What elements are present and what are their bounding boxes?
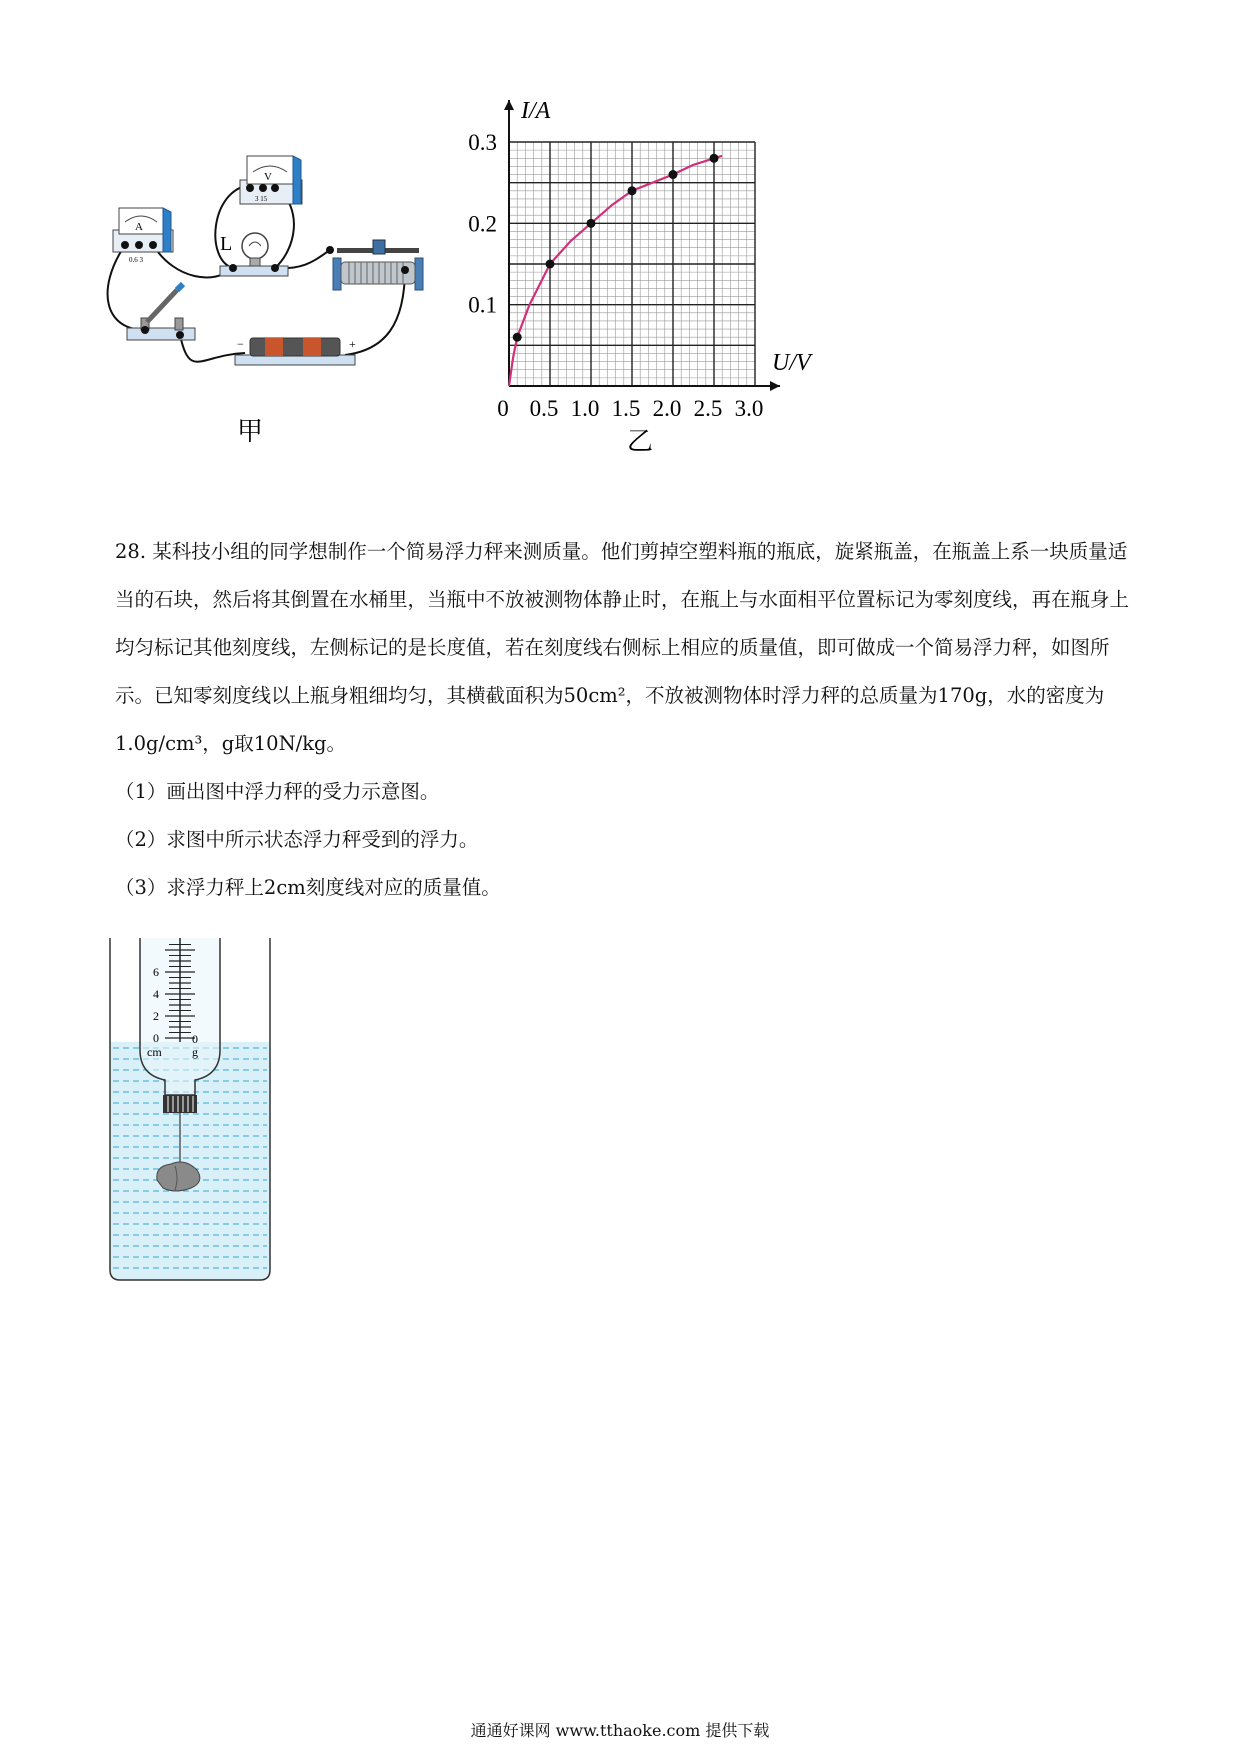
voltmeter <box>240 156 302 204</box>
data-point <box>710 154 719 163</box>
battery-minus-label: − <box>237 337 244 351</box>
problem-statement: 28. 某科技小组的同学想制作一个简易浮力秤来测质量。他们剪掉空塑料瓶的瓶底，旋紧瓶盖，在瓶盖上系一块质量适当的石块，然后将其倒置在水桶里，当瓶中不放被测物体静止时，在瓶上与水面相平位置标记为零刻度线，再在瓶身上均匀标记其他刻度线，左侧标记的是长度值，若在刻度线右侧标上相应的质量值，即可做成一个简易浮力秤，如图所示。已知零刻度线以上瓶身粗细均匀，其横截面积为50cm²，不放被测物体时浮力秤的总质量为170g，水的密度为1.0g/cm³，g取10N/kg。 <box>115 540 1130 755</box>
x-axis-label: U/V <box>772 350 811 376</box>
lamp-label: L <box>220 233 233 255</box>
x-tick-label: 2.0 <box>652 396 682 421</box>
problem-28 <box>115 528 1135 912</box>
x-tick-label: 1.5 <box>611 396 641 421</box>
scale-tick-label: 0 <box>153 1031 159 1045</box>
switch <box>127 284 195 340</box>
data-point <box>546 260 555 269</box>
unit-right-label: g <box>192 1045 198 1059</box>
ammeter-scale: 0.6 3 <box>129 256 143 264</box>
zero-right-label: 0 <box>192 1032 198 1046</box>
float-scale-figure <box>105 930 285 1290</box>
scale-tick-label: 6 <box>153 965 159 979</box>
x-axis-arrow <box>770 381 780 391</box>
iu-graph <box>468 98 935 500</box>
figure-caption-jia: 甲 <box>237 417 264 446</box>
scale-tick-label: 4 <box>153 987 159 1001</box>
lamp <box>220 233 288 276</box>
question-2: （2）求图中所示状态浮力秤受到的浮力。 <box>115 828 479 851</box>
data-point <box>513 333 522 342</box>
scale-tick-label: 2 <box>153 1009 159 1023</box>
footer-watermark: 通通好课网 www.tthaoke.com 提供下载 <box>470 1721 770 1740</box>
rheostat <box>326 240 423 290</box>
y-tick-label: 0.2 <box>468 211 497 237</box>
ammeter-label: A <box>135 221 143 233</box>
x-tick-label: 0 <box>497 396 509 421</box>
y-tick-label: 0.3 <box>468 130 497 155</box>
battery <box>235 337 356 365</box>
voltmeter-label: V <box>264 171 272 183</box>
data-point <box>628 186 637 195</box>
y-tick-label: 0.1 <box>468 292 497 318</box>
voltmeter-scale: 3 15 <box>255 195 268 203</box>
unit-left-label: cm <box>147 1045 162 1059</box>
stone <box>157 1162 200 1191</box>
question-3: （3）求浮力秤上2cm刻度线对应的质量值。 <box>115 876 501 899</box>
x-tick-label: 3.0 <box>734 396 764 421</box>
y-axis-label: I/A <box>521 98 551 124</box>
data-point <box>669 170 678 179</box>
data-point <box>587 219 596 228</box>
battery-plus-label: + <box>349 337 356 351</box>
circuit-figure <box>105 150 455 460</box>
question-1: （1）画出图中浮力秤的受力示意图。 <box>115 780 440 803</box>
ammeter <box>113 208 173 264</box>
figure-caption-yi: 乙 <box>627 427 654 456</box>
y-axis-arrow <box>504 100 514 110</box>
x-tick-label: 2.5 <box>693 396 723 421</box>
x-tick-label: 1.0 <box>570 396 600 421</box>
x-tick-label: 0.5 <box>529 396 559 421</box>
